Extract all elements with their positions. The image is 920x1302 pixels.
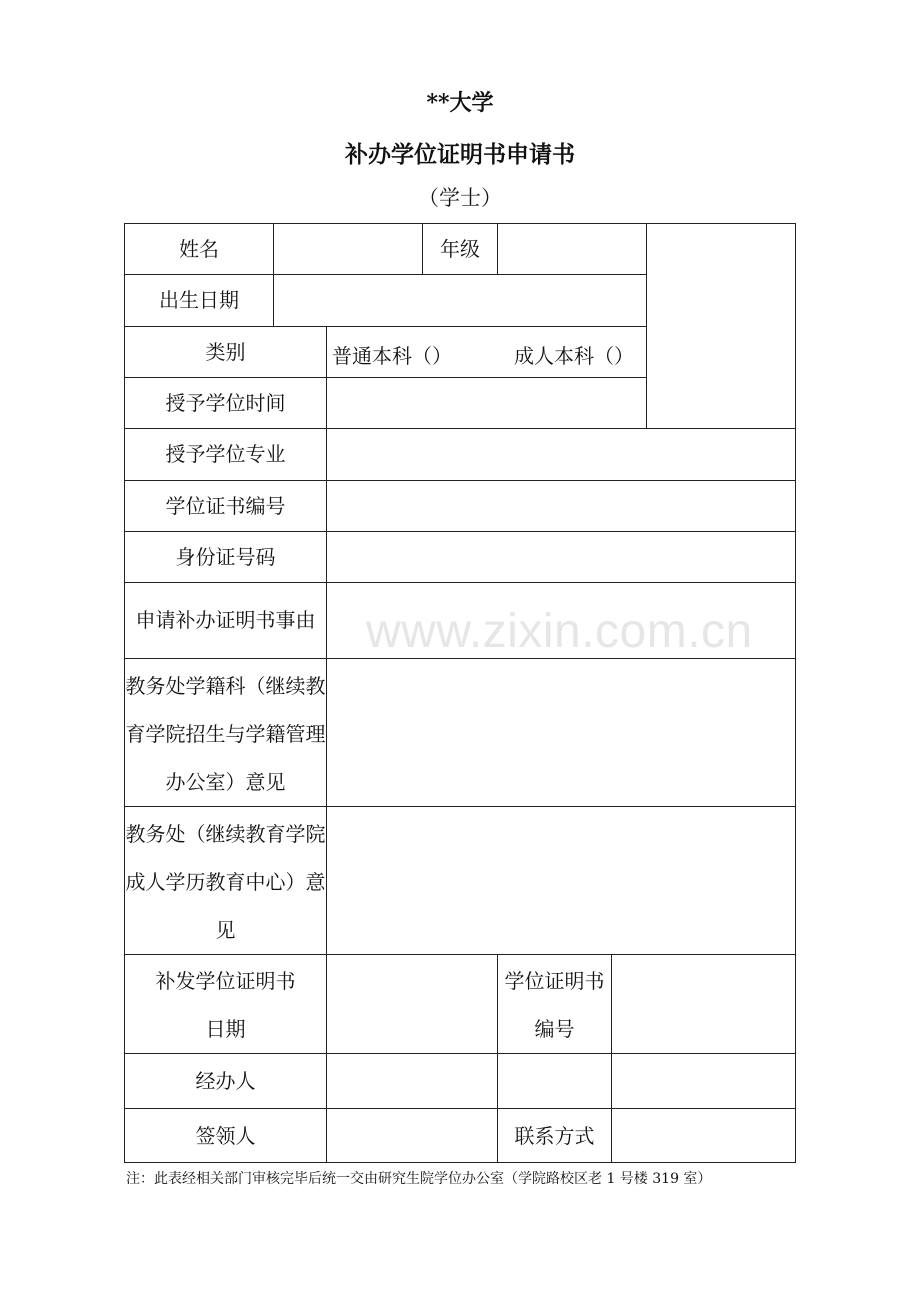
- form-subtitle: （学士）: [418, 186, 502, 210]
- id-number-field[interactable]: [327, 532, 795, 582]
- registrar-opinion-field[interactable]: [327, 659, 795, 806]
- award-time-field[interactable]: [327, 378, 646, 428]
- university-name: **大学: [426, 90, 494, 116]
- handler-label: 经办人: [195, 1068, 256, 1093]
- id-number-label: 身份证号码: [175, 544, 276, 569]
- certificate-number-field[interactable]: [327, 481, 795, 531]
- category-option-regular[interactable]: 普通本科（）: [332, 344, 452, 368]
- handler-field[interactable]: [327, 1054, 795, 1108]
- reason-field[interactable]: [327, 583, 795, 658]
- name-field[interactable]: [274, 224, 422, 274]
- reissue-date-label: 补发学位证明书日期: [155, 968, 296, 1041]
- photo-area: [647, 224, 795, 428]
- birth-date-label: 出生日期: [159, 288, 239, 312]
- recipient-label: 签领人: [195, 1123, 256, 1148]
- office-opinion-label: 教务处（继续教育学院成人学历教育中心）意见: [125, 822, 326, 942]
- watermark: www.zixin.com.cn: [366, 605, 753, 658]
- award-major-label: 授予学位专业: [165, 442, 286, 466]
- reissue-date-field[interactable]: [327, 955, 497, 1053]
- contact-field[interactable]: [612, 1109, 795, 1162]
- certificate-number-label: 学位证书编号: [165, 493, 286, 518]
- contact-label: 联系方式: [514, 1123, 595, 1148]
- birth-date-field[interactable]: [274, 275, 646, 326]
- table-border-right: [795, 223, 796, 1163]
- footnote: 注：此表经相关部门审核完毕后统一交由研究生院学位办公室（学院路校区老 1 号楼 319 室）: [126, 1171, 712, 1187]
- award-time-label: 授予学位时间: [165, 391, 286, 415]
- grade-field[interactable]: [498, 224, 646, 274]
- proof-number-field[interactable]: [612, 955, 795, 1053]
- recipient-field[interactable]: [327, 1109, 497, 1162]
- registrar-opinion-label: 教务处学籍科（继续教育学院招生与学籍管理办公室）意见: [125, 674, 326, 794]
- name-label: 姓名: [179, 237, 219, 261]
- proof-number-label: 学位证明书编号: [504, 968, 605, 1041]
- office-opinion-field[interactable]: [327, 807, 795, 954]
- category-label: 类别: [205, 339, 246, 364]
- form-title: 补办学位证明书申请书: [345, 141, 575, 168]
- category-option-adult[interactable]: 成人本科（）: [514, 344, 634, 368]
- grade-label: 年级: [440, 237, 480, 261]
- reason-label: 申请补办证明书事由: [135, 608, 316, 632]
- award-major-field[interactable]: [327, 429, 795, 480]
